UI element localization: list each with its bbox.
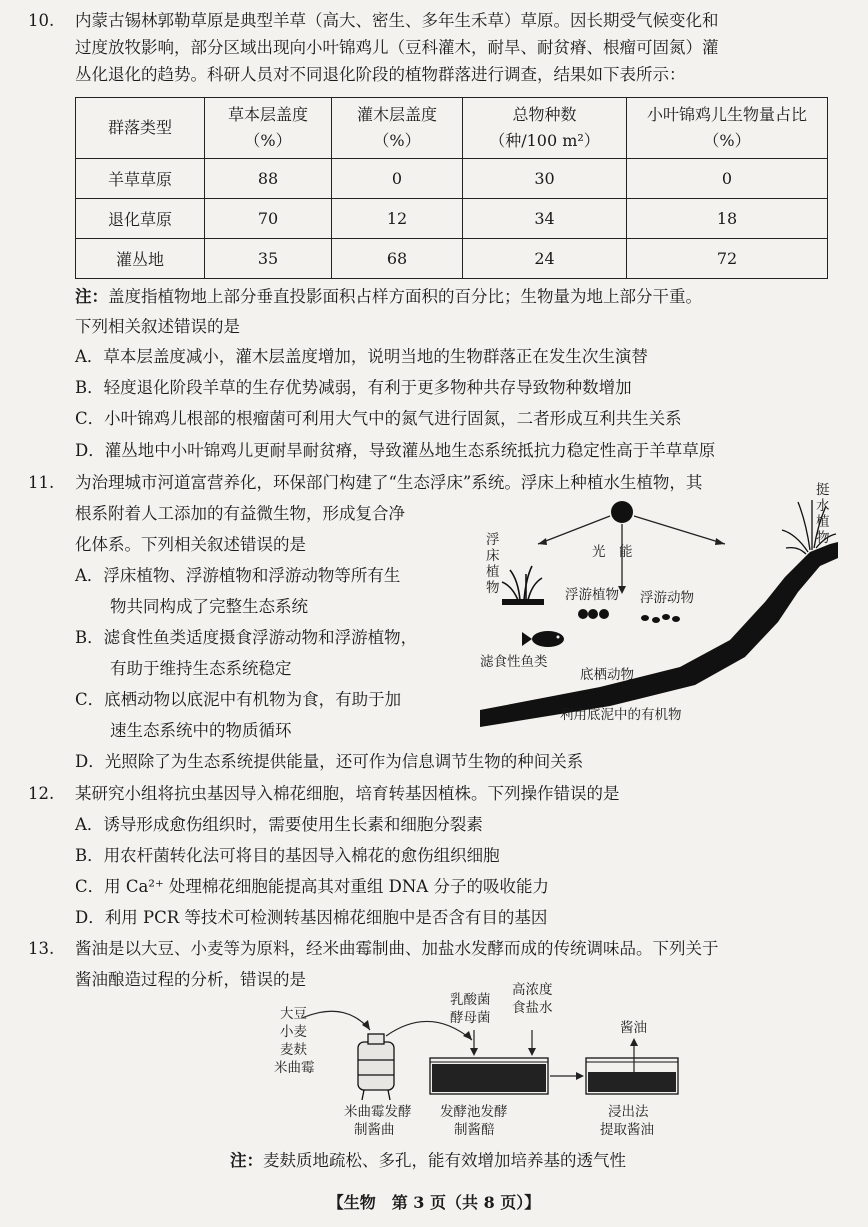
soy-sauce-process-diagram (250, 982, 690, 1140)
page-footer: 【生物 第 3 页（共 8 页）】 (327, 1193, 541, 1212)
table-header: 草本层盖度 （%） (205, 98, 332, 159)
table-header: 总物种数 （种/100 m²） (463, 98, 627, 159)
microbe-label: 乳酸菌 (450, 992, 491, 1008)
phytoplankton-icon (578, 609, 609, 619)
q12-option-b[interactable]: B．用农杆菌转化法可将目的基因导入棉花的愈伤组织细胞 (75, 846, 500, 865)
phytoplankton-label: 浮游植物 (565, 587, 619, 603)
q12-option-c[interactable]: C．用 Ca²⁺ 处理棉花细胞能提高其对重组 DNA 分子的吸收能力 (75, 877, 549, 896)
table-row (76, 159, 828, 199)
q13-note: 注：麦麸质地疏松、多孔，能有效增加培养基的透气性 (230, 1151, 626, 1170)
arrow-head (618, 586, 626, 594)
floating-plant-icon (502, 566, 542, 600)
fermentation-tank-icon (430, 1058, 548, 1094)
table-header: 灌木层盖度 （%） (332, 98, 463, 159)
microbe-label: 酵母菌 (450, 1010, 491, 1026)
q11-option-b[interactable]: B．滤食性鱼类适度摄食浮游动物和浮游植物， (75, 628, 418, 647)
fermenter-icon (358, 1034, 394, 1100)
stage1-label: 米曲霉发酵 (344, 1104, 412, 1120)
table-cell: 70 (205, 199, 332, 239)
arrow-head (528, 1048, 536, 1056)
table-cell: 0 (332, 159, 463, 199)
arrow-head (463, 1031, 472, 1040)
q12-stem: 某研究小组将抗虫基因导入棉花细胞，培育转基因植株。下列操作错误的是 (75, 784, 620, 803)
q11-stem-line3: 化体系。下列相关叙述错误的是 (75, 535, 306, 554)
q11-option-c[interactable]: C．底栖动物以底泥中有机物为食，有助于加 (75, 690, 402, 709)
table-cell: 退化草原 (76, 199, 205, 239)
brine-label: 高浓度 (512, 982, 553, 998)
light-energy-label: 光 能 (592, 544, 633, 560)
table-cell: 88 (205, 159, 332, 199)
riverbed-slope (480, 542, 838, 727)
arrow-line (538, 516, 610, 544)
q11-option-d[interactable]: D．光照除了为生态系统提供能量，还可作为信息调节生物的种间关系 (75, 752, 584, 771)
filter-fish-label: 滤食性鱼类 (480, 654, 548, 670)
arrow-line (634, 516, 725, 544)
product-label: 酱油 (620, 1020, 647, 1036)
table-cell: 30 (463, 159, 627, 199)
q11-option-a[interactable]: A．浮床植物、浮游植物和浮游动物等所有生 (75, 566, 401, 585)
q10-option-c[interactable]: C．小叶锦鸡儿根部的根瘤菌可利用大气中的氮气进行固氮，二者形成互利共生关系 (75, 409, 682, 428)
q10-note: 注：盖度指植物地上部分垂直投影面积占样方面积的百分比；生物量为地上部分干重。 (75, 287, 702, 306)
q10-option-b[interactable]: B．轻度退化阶段羊草的生存优势减弱，有利于更多物种共存导致物种数增加 (75, 378, 632, 397)
fish-icon (522, 631, 564, 647)
table-header: 小叶锦鸡儿生物量占比 （%） (627, 98, 828, 159)
table-cell: 35 (205, 239, 332, 279)
arrow-head (715, 538, 725, 545)
q12-option-a[interactable]: A．诱导形成愈伤组织时，需要使用生长素和细胞分裂素 (75, 815, 483, 834)
floating-plant-label: 浮床植物 (486, 532, 500, 596)
stage2-label: 发酵池发酵 (440, 1104, 508, 1120)
arrow-head (362, 1020, 370, 1030)
input-label: 大豆 (280, 1006, 307, 1022)
q10-stem-line2: 过度放牧影响，部分区域出现向小叶锦鸡儿（豆科灌木，耐旱、耐贫瘠、根瘤可固氮）灌 (75, 38, 719, 57)
q11-option-a-cont[interactable]: 物共同构成了完整生态系统 (110, 597, 308, 616)
table-cell: 羊草草原 (76, 159, 205, 199)
table-cell: 72 (627, 239, 828, 279)
q12-option-d[interactable]: D．利用 PCR 等技术可检测转基因棉花细胞中是否含有目的基因 (75, 908, 548, 927)
table-header-row (76, 98, 828, 159)
q10-question: 下列相关叙述错误的是 (75, 317, 240, 336)
table-cell: 68 (332, 239, 463, 279)
question-number: 11. (28, 473, 55, 492)
stage3-label: 浸出法 (608, 1104, 649, 1120)
zooplankton-label: 浮游动物 (640, 590, 694, 606)
table-cell: 34 (463, 199, 627, 239)
table-cell: 灌丛地 (76, 239, 205, 279)
q13-stem-line1: 酱油是以大豆、小麦等为原料，经米曲霉制曲、加盐水发酵而成的传统调味品。下列关于 (75, 939, 719, 958)
q10-data-table (75, 97, 828, 279)
extraction-tank-icon (586, 1058, 678, 1094)
q11-stem-line1: 为治理城市河道富营养化，环保部门构建了“生态浮床”系统。浮床上种植水生植物，其 (75, 473, 703, 492)
brine-label: 食盐水 (512, 1000, 553, 1016)
table-cell: 12 (332, 199, 463, 239)
input-label: 麦麸 (280, 1042, 307, 1058)
q11-option-b-cont[interactable]: 有助于维持生态系统稳定 (110, 659, 292, 678)
arrow-head (538, 538, 547, 545)
q13-stem-line2: 酱油酿造过程的分析，错误的是 (75, 970, 306, 989)
q10-option-d[interactable]: D．灌丛地中小叶锦鸡儿更耐旱耐贫瘠，导致灌丛地生态系统抵抗力稳定性高于羊草草原 (75, 441, 716, 460)
question-number: 13. (28, 939, 55, 958)
question-number: 10. (28, 11, 55, 30)
table-cell: 0 (627, 159, 828, 199)
table-row (76, 199, 828, 239)
q10-option-a[interactable]: A．草本层盖度减小，灌木层盖度增加，说明当地的生物群落正在发生次生演替 (75, 347, 648, 366)
q10-stem-line3: 丛化退化的趋势。科研人员对不同退化阶段的植物群落进行调查，结果如下表所示： (75, 65, 686, 84)
ecological-float-diagram (480, 482, 840, 727)
question-number: 12. (28, 784, 55, 803)
q10-stem-line1: 内蒙古锡林郭勒草原是典型羊草（高大、密生、多年生禾草）草原。因长期受气候变化和 (75, 11, 719, 30)
stage1-label: 制酱曲 (354, 1122, 395, 1138)
arrow-head (630, 1038, 638, 1046)
emergent-plant-label: 挺水植物 (816, 482, 830, 546)
stage2-label: 制酱醅 (454, 1122, 495, 1138)
zooplankton-icon (641, 614, 680, 623)
arrow-line (302, 1011, 370, 1030)
benthic-label: 底栖动物 (580, 667, 634, 683)
sun-icon (611, 501, 633, 523)
stage3-label: 提取酱油 (600, 1122, 654, 1138)
sediment-label: 利用底泥中的有机物 (560, 707, 682, 723)
float-platform (502, 599, 544, 605)
table-cell: 24 (463, 239, 627, 279)
input-label: 米曲霉 (274, 1060, 315, 1076)
q11-option-c-cont[interactable]: 速生态系统中的物质循环 (110, 721, 292, 740)
q11-stem-line2: 根系附着人工添加的有益微生物，形成复合净 (75, 504, 405, 523)
input-label: 小麦 (280, 1024, 307, 1040)
arrow-head (470, 1048, 478, 1056)
table-header: 群落类型 (76, 98, 205, 159)
arrow-head (576, 1072, 584, 1080)
table-row (76, 239, 828, 279)
table-cell: 18 (627, 199, 828, 239)
